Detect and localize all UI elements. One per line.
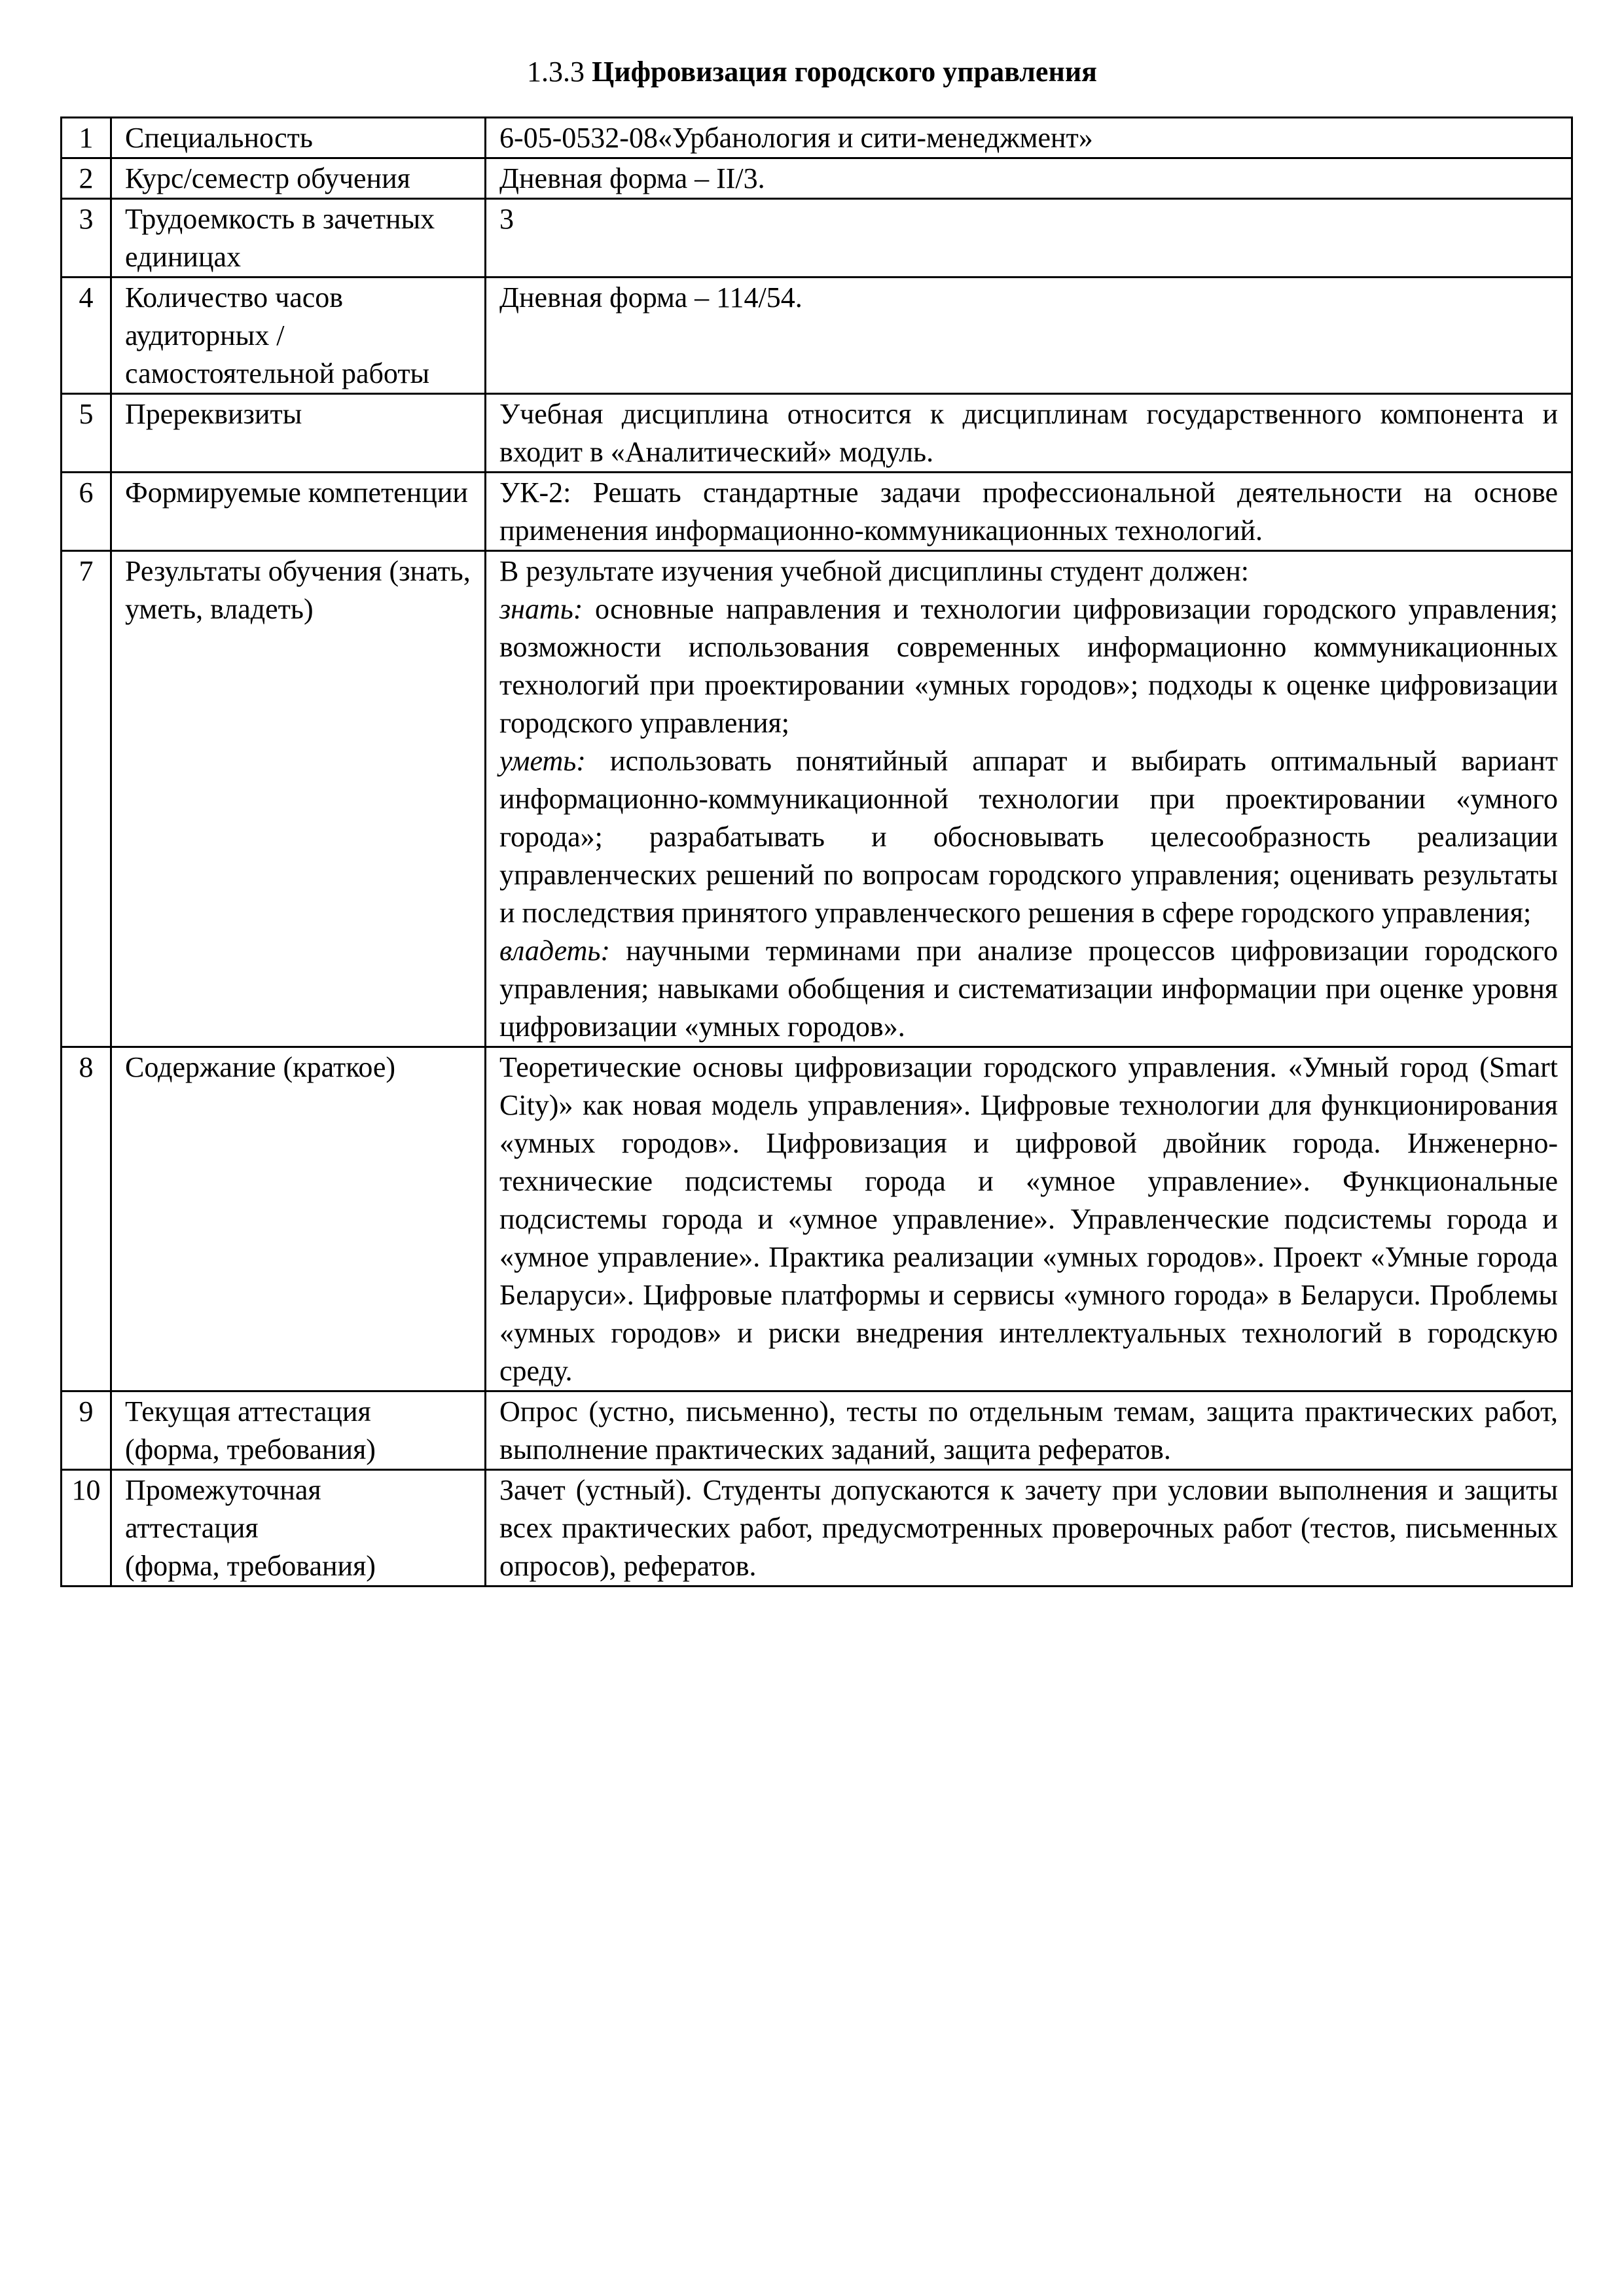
row-number: 8 [62,1047,111,1391]
row-value: 6-05-0532-08«Урбанология и сити-менеджмент» [486,118,1572,158]
table-row [62,278,1572,394]
row-label: Трудоемкость в зачетных единицах [111,199,486,278]
row-value: Теоретические основы цифровизации городского управления. «Умный город (Smart City)» как новая модель управления». Цифровые технологии для функционирования «умных городов». Цифровизация и цифровой двойник города. Инженерно-технические подсистемы города и «умное управление». Функциональные подсистемы города и «умное управление». Управленческие подсистемы города и «умное управление». Практика реализации «умных городов». Проект «Умные города Беларуси». Цифровые платформы и сервисы «умного города» в Беларуси. Проблемы «умных городов» и риски внедрения интеллектуальных технологий в городскую среду. [486,1047,1572,1391]
outcome-know [499,590,1558,742]
row-value: Зачет (устный). Студенты допускаются к зачету при условии выполнения и защиты всех практических работ, предусмотренных проверочных работ (тестов, письменных опросов), рефератов. [486,1470,1572,1587]
row-number: 3 [62,199,111,278]
row-number: 1 [62,118,111,158]
row-label-line: аттестация [125,1512,259,1544]
section-title: Цифровизация городского управления [592,56,1097,88]
row-value: Дневная форма – II/3. [486,158,1572,199]
table-row [62,551,1572,1047]
outcome-own [499,932,1558,1046]
row-label: Количество часов аудиторных / самостоятельной работы [111,278,486,394]
table-row [62,1391,1572,1470]
row-number: 4 [62,278,111,394]
outcome-know-text: основные направления и технологии цифровизации городского управления; возможности использования современных информационно коммуникационных технологий при проектировании «умных городов»; подходы к оценке цифровизации городского управления; [499,593,1558,739]
learning-outcomes [486,551,1572,1047]
row-label-line: (форма, требования) [125,1550,376,1582]
row-label: Пререквизиты [111,394,486,473]
row-number: 9 [62,1391,111,1470]
outcome-own-text: научными терминами при анализе процессов цифровизации городского управления; навыками обобщения и систематизации информации при оценке уровня цифровизации «умных городов». [499,935,1558,1043]
row-label: Текущая аттестация (форма, требования) [111,1391,486,1470]
row-label [111,1470,486,1587]
row-number: 7 [62,551,111,1047]
table-row [62,1047,1572,1391]
outcome-own-label: владеть: [499,935,611,967]
row-number: 6 [62,473,111,551]
table-row [62,1470,1572,1587]
outcome-can-text: использовать понятийный аппарат и выбирать оптимальный вариант информационно-коммуникационной технологии при проектировании «умного города»; разрабатывать и обосновывать целесообразность реализации управленческих решений по вопросам городского управления; оценивать результаты и последствия принятого управленческого решения в сфере городского управления; [499,745,1558,929]
table-row [62,394,1572,473]
row-number: 2 [62,158,111,199]
page-title [0,52,1624,92]
row-value: Дневная форма – 114/54. [486,278,1572,394]
row-label: Специальность [111,118,486,158]
outcome-know-label: знать: [499,593,583,625]
row-label: Формируемые компетенции [111,473,486,551]
row-value: Учебная дисциплина относится к дисциплинам государственного компонента и входит в «Аналитический» модуль. [486,394,1572,473]
syllabus-table [60,117,1573,1587]
row-label: Курс/семестр обучения [111,158,486,199]
row-number: 10 [62,1470,111,1587]
row-number: 5 [62,394,111,473]
row-label: Содержание (краткое) [111,1047,486,1391]
row-label: Результаты обучения (знать, уметь, владеть) [111,551,486,1047]
outcomes-intro: В результате изучения учебной дисциплины студент должен: [499,555,1250,587]
table-row [62,199,1572,278]
table-row [62,473,1572,551]
outcome-can-label: уметь: [499,745,586,777]
table-row [62,118,1572,158]
row-value: 3 [486,199,1572,278]
row-value: Опрос (устно, письменно), тесты по отдельным темам, защита практических работ, выполнение практических заданий, защита рефератов. [486,1391,1572,1470]
outcome-can [499,742,1558,932]
table-row [62,158,1572,199]
row-value: УК-2: Решать стандартные задачи профессиональной деятельности на основе применения информационно-коммуникационных технологий. [486,473,1572,551]
section-number: 1.3.3 [527,56,585,88]
row-label-line: Промежуточная [125,1474,321,1506]
